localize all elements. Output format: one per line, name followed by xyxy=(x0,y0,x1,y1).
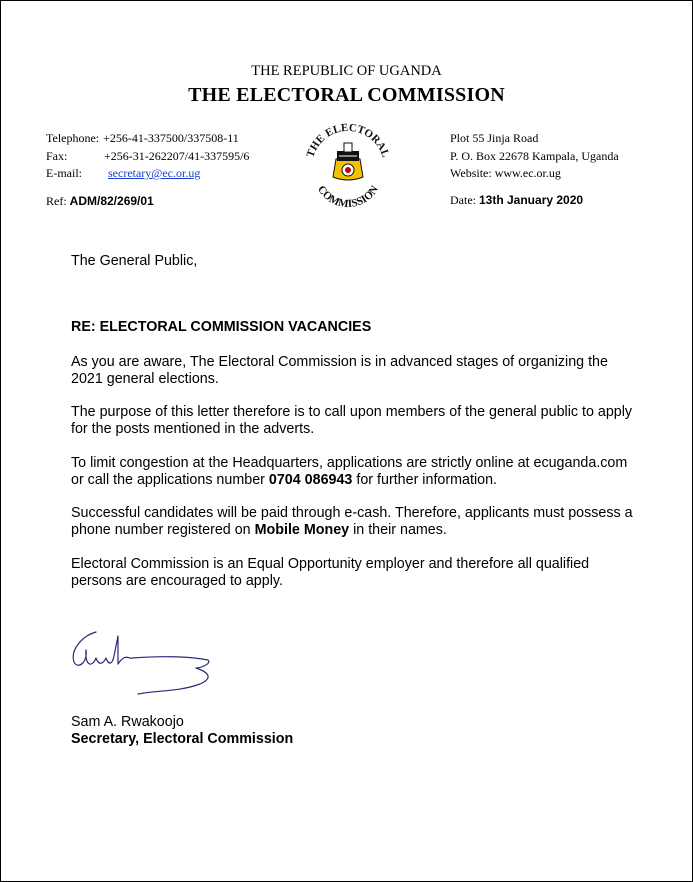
address-line-1: Plot 55 Jinja Road xyxy=(450,131,539,145)
mobile-money-text: Mobile Money xyxy=(254,522,350,538)
telephone-row xyxy=(46,130,249,148)
ref-value: ADM/82/269/01 xyxy=(69,194,154,208)
fax-row xyxy=(46,148,249,166)
website-line: Website: www.ec.or.ug xyxy=(450,166,561,180)
email-label: E-mail: xyxy=(46,166,82,180)
ref-label: Ref: xyxy=(46,194,67,208)
applications-number: 0704 086943 xyxy=(268,472,353,488)
logo-bottom-text: COMMISSION xyxy=(315,183,381,211)
date-value: 13th January 2020 xyxy=(479,193,584,207)
ballot-box-icon xyxy=(333,143,363,180)
date-label: Date: xyxy=(450,193,476,207)
fax-value: +256-31-262207/41-337595/6 xyxy=(104,148,250,163)
logo-top-text: THE ELECTORAL xyxy=(304,121,392,160)
contact-right-block xyxy=(450,130,619,183)
address-line-2: P. O. Box 22678 Kampala, Uganda xyxy=(450,148,619,163)
fax-label: Fax: xyxy=(46,148,68,163)
signatory-name: Sam A. Rwakoojo xyxy=(71,714,184,730)
p3-text-a: To limit congestion at the Headquarters, applications are strictly online at ecuganda.com or call the applications number xyxy=(71,455,628,488)
telephone-value: +256-41-337500/337508-11 xyxy=(103,131,239,145)
reference xyxy=(46,194,154,209)
paragraph-2: The purpose of this letter therefore is to call upon members of the general public to apply for the posts mentioned in the adverts. xyxy=(71,404,633,437)
signatory-title: Secretary, Electoral Commission xyxy=(71,731,294,747)
paragraph-1: As you are aware, The Electoral Commission is in advanced stages of organizing the 2021 general elections. xyxy=(71,354,608,387)
salutation: The General Public, xyxy=(71,253,198,269)
p4-text-b: in their names. xyxy=(349,522,447,538)
p4-text-a: Successful candidates will be paid through e-cash. Therefore, applicants must possess a phone number registered on xyxy=(71,505,633,538)
subject-line: RE: ELECTORAL COMMISSION VACANCIES xyxy=(71,319,372,335)
commission-heading: THE ELECTORAL COMMISSION xyxy=(188,84,505,106)
electoral-commission-logo xyxy=(298,113,398,213)
paragraph-5: Electoral Commission is an Equal Opportunity employer and therefore all qualified persons are encouraged to apply. xyxy=(71,556,590,589)
email-row xyxy=(46,165,249,183)
paragraph-3 xyxy=(71,455,641,489)
handwritten-signature xyxy=(68,622,218,702)
svg-text:COMMISSION xyxy=(315,184,381,211)
p3-text-b: for further information. xyxy=(352,472,498,488)
email-link[interactable]: secretary@ec.or.ug xyxy=(108,166,201,180)
contact-left-block xyxy=(46,130,249,183)
date xyxy=(450,193,583,208)
republic-heading: THE REPUBLIC OF UGANDA xyxy=(251,63,442,79)
paragraph-4 xyxy=(71,505,641,539)
telephone-label: Telephone: xyxy=(46,131,100,145)
